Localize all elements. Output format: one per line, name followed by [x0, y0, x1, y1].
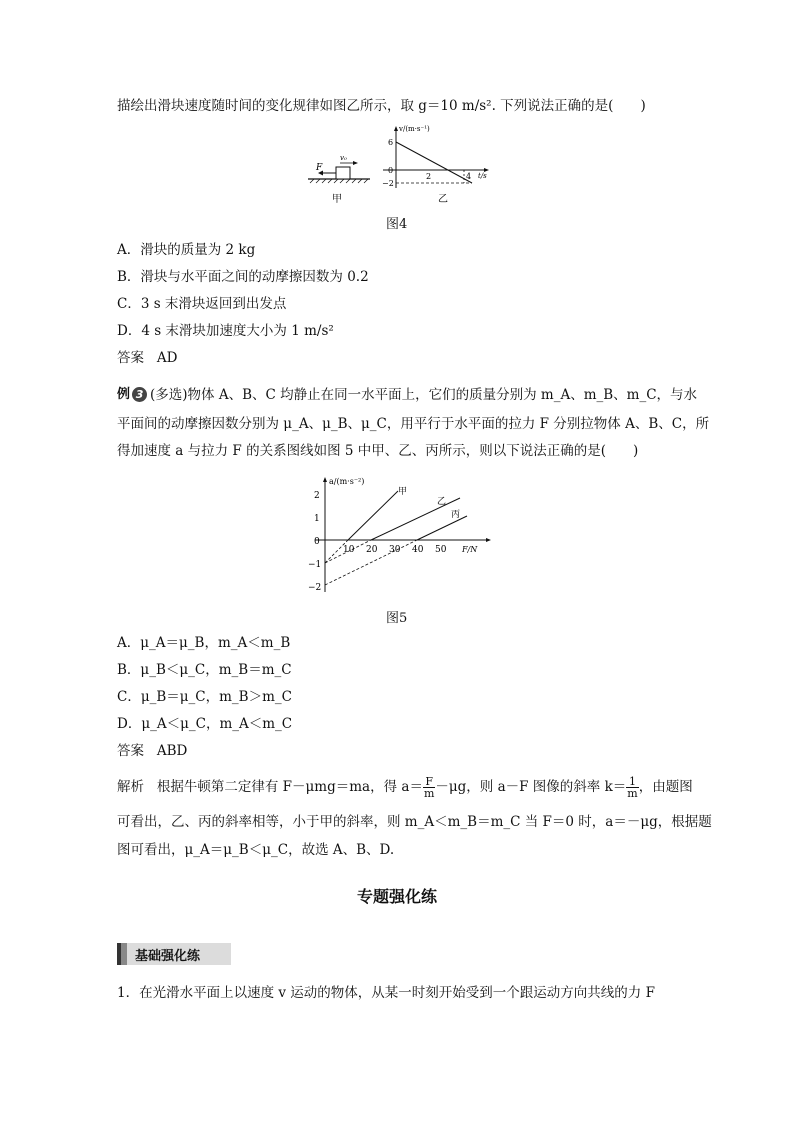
option-a: A．μ_A＝μ_B，m_A＜m_B [117, 635, 291, 651]
fraction-f-over-m: $\frac{F}{m}$ [423, 775, 435, 800]
ytick-2: 2 [314, 491, 320, 501]
question-intro: 描绘出滑块速度随时间的变化规律如图乙所示，取 g＝10 m/s². 下列说法正确的是( ) [117, 98, 646, 114]
answer-value: AD [156, 350, 178, 366]
tick-6: 6 [388, 138, 394, 147]
xtick-40: 40 [412, 545, 424, 555]
figure-4-caption: 图4 [386, 217, 408, 232]
option-d: D．4 s 末滑块加速度大小为 1 m/s² [117, 323, 334, 339]
option-b: B．滑块与水平面之间的动摩擦因数为 0.2 [117, 269, 369, 285]
ytick-neg1: −1 [308, 560, 322, 570]
axis-f-label: F/N [462, 545, 478, 554]
force-label: F [316, 163, 323, 173]
option-b: B．μ_B＜μ_C，m_B＝m_C [117, 662, 292, 678]
option-a: A．滑块的质量为 2 kg [117, 242, 256, 258]
answer-label: 答案 [117, 350, 144, 366]
ytick-neg2: −2 [308, 583, 322, 593]
option-c: C．3 s 末滑块返回到出发点 [117, 296, 287, 312]
line-jia [348, 491, 398, 540]
figure-4-right-label: 乙 [438, 194, 448, 205]
option-c: C．μ_B＝μ_C，m_B＞m_C [117, 689, 292, 705]
tick-neg2: −2 [382, 179, 394, 188]
option-d: D．μ_A＜μ_C，m_A＜m_C [117, 716, 293, 732]
example-badge: 例 3 [117, 383, 147, 402]
figure-5-caption: 图5 [386, 611, 408, 626]
answer-row [117, 348, 177, 368]
xtick-50: 50 [435, 545, 447, 555]
ytick-0: 0 [314, 537, 320, 547]
example-number: 3 [132, 387, 147, 402]
answer-row [117, 741, 187, 761]
analysis-line-1: 解析 根据牛顿第二定律有 F－μmg＝ma，得 a＝ $\frac{F}{m}$ －μg，则 a－F 图像的斜率 k＝ $\frac{1}{m}$ ，由题图 [117, 775, 693, 800]
analysis-line-2: 可看出，乙、丙的斜率相等，小于甲的斜率，则 m_A＜m_B＝m_C 当 F＝0 时，a＝－μg，根据题 [117, 814, 712, 830]
answer-value: ABD [156, 743, 188, 759]
analysis-line-3: 图可看出，μ_A＝μ_B＜μ_C，故选 A、B、D. [117, 842, 395, 858]
analysis-label: 解析 [117, 779, 144, 795]
axis-a-label: a/(m·s⁻²) [329, 477, 365, 486]
ytick-1: 1 [314, 514, 320, 524]
vt-line [396, 142, 472, 183]
example-text-3: 得加速度 a 与拉力 F 的关系图线如图 5 中甲、乙、丙所示，则以下说法正确的是( ) [117, 443, 639, 459]
v0-label: v₀ [340, 154, 347, 162]
figure-4-left-label: 甲 [332, 194, 342, 205]
figure-5 [305, 474, 500, 599]
figure-4-right [382, 125, 489, 188]
label-yi: 乙 [437, 497, 447, 507]
section-title: 专题强化练 [356, 887, 437, 906]
label-bing: 丙 [451, 510, 461, 520]
answer-label: 答案 [117, 743, 144, 759]
example-text-1: (多选)物体 A、B、C 均静止在同一水平面上，它们的质量分别为 m_A、m_B、m_C，与水 [150, 387, 698, 403]
xtick-30: 30 [389, 545, 401, 555]
question-1: 1．在光滑水平面上以速度 v 运动的物体，从某一时刻开始受到一个跟运动方向共线的力 F [117, 985, 655, 1001]
example-text-2: 平面间的动摩擦因数分别为 μ_A、μ_B、μ_C，用平行于水平面的拉力 F 分别拉物体 A、B、C，所 [117, 416, 710, 432]
axis-v-label: v/(m·s⁻¹) [399, 125, 430, 133]
xtick-10: 10 [343, 545, 355, 555]
tick-2: 2 [426, 172, 432, 181]
figure-4 [300, 122, 510, 210]
section-tag [117, 943, 231, 965]
tick-0: 0 [388, 166, 394, 175]
axis-t-label: t/s [478, 172, 487, 180]
fraction-1-over-m: $\frac{1}{m}$ [627, 775, 638, 800]
tick-4: 4 [466, 172, 472, 181]
label-jia: 甲 [398, 487, 408, 497]
figure-4-left [308, 154, 370, 183]
section-tag-label: 基础强化练 [135, 949, 201, 964]
xtick-20: 20 [366, 545, 378, 555]
